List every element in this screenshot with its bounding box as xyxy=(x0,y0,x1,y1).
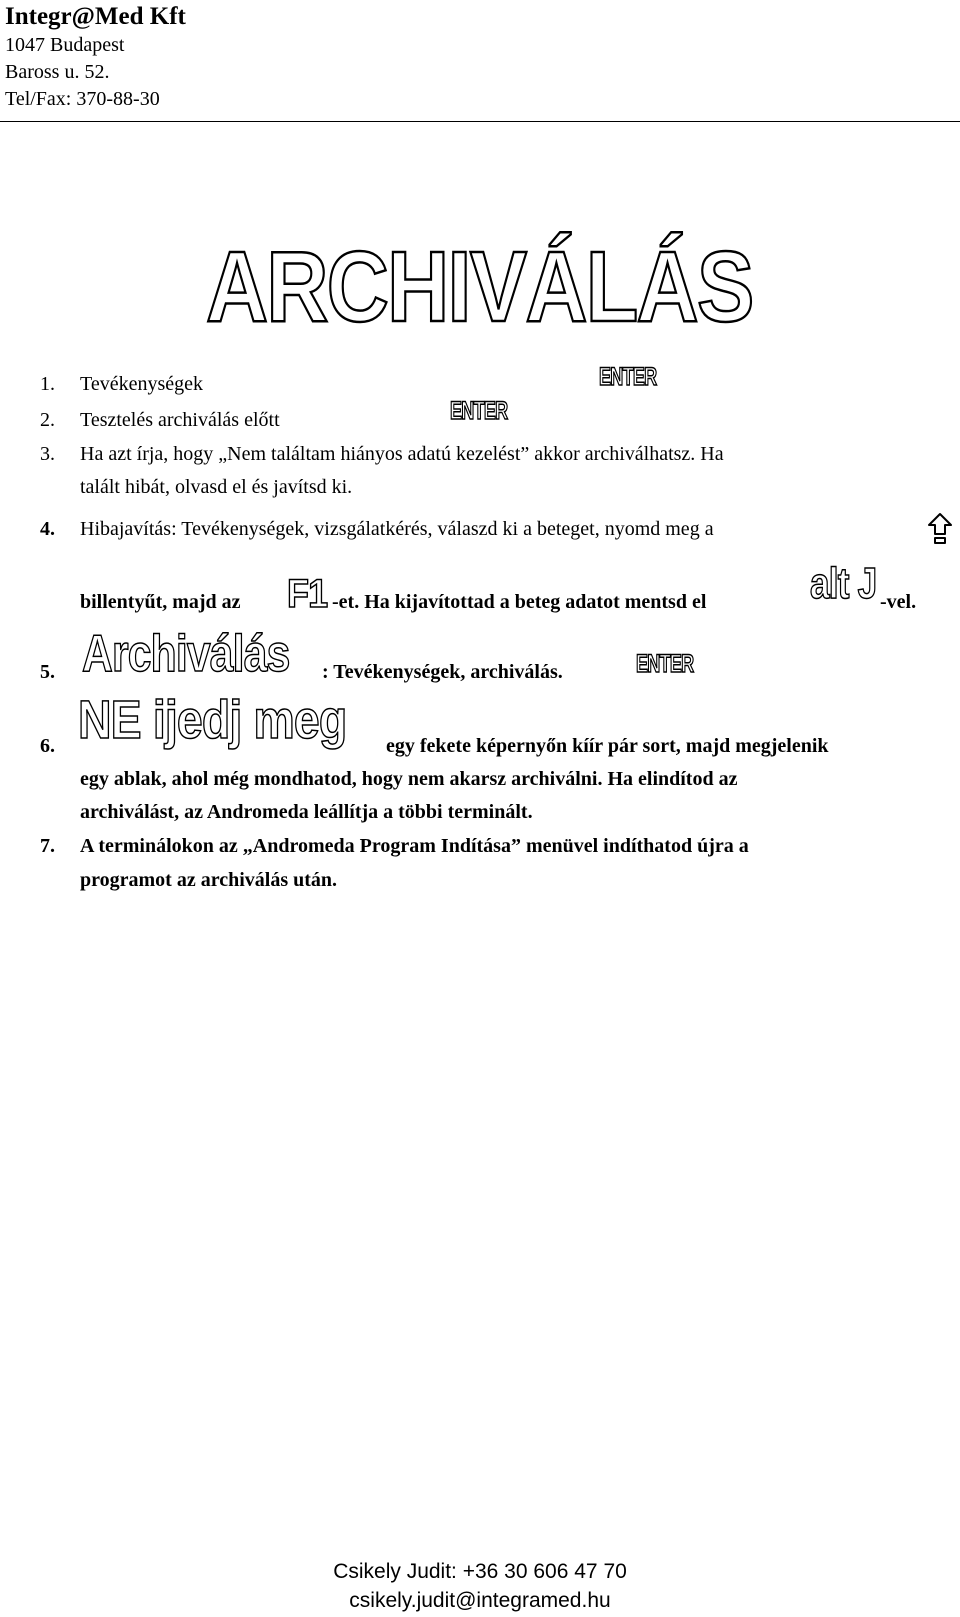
step-4-number: 4. xyxy=(40,518,55,540)
step-3-line-1: Ha azt írja, hogy „Nem találtam hiányos adatú kezelést” akkor archiválhatsz. Ha xyxy=(80,443,724,465)
step-7-line-2: programot az archiválás után. xyxy=(80,869,338,891)
ne-ijedj-meg-label: NE ijedj meg xyxy=(78,690,347,750)
letterhead xyxy=(5,2,186,113)
header-divider xyxy=(0,121,960,122)
address-street: Baross u. 52. xyxy=(5,61,110,83)
step-2-text: Tesztelés archiválás előtt xyxy=(80,409,280,431)
enter-key-icon: ENTER xyxy=(450,397,508,425)
step-7-number: 7. xyxy=(40,835,55,857)
step-2-number: 2. xyxy=(40,409,55,431)
step-1-text: Tevékenységek xyxy=(80,373,203,395)
step-4-line-1: Hibajavítás: Tevékenységek, vizsgálatkérés, válaszd ki a beteget, nyomd meg a xyxy=(80,518,714,540)
footer-contact-name: Csikely Judit: +36 30 606 47 70 xyxy=(333,1560,627,1583)
step-6-line-1: egy fekete képernyőn kíír pár sort, majd megjelenik xyxy=(386,735,829,757)
step-5-number: 5. xyxy=(40,661,55,683)
page-title: ARCHIVÁLÁS xyxy=(206,231,753,343)
step-6-line-3: archiválást, az Andromeda leállítja a többi terminált. xyxy=(80,801,533,823)
enter-key-icon: ENTER xyxy=(599,363,657,391)
step-7-line-1: A terminálokon az „Andromeda Program Indítása” menüvel indíthatod újra a xyxy=(80,835,749,857)
archivalas-menu-label: Archiválás xyxy=(82,625,290,683)
footer-contact-email: csikely.judit@integramed.hu xyxy=(349,1589,611,1612)
step-5-text: : Tevékenységek, archiválás. xyxy=(322,661,563,683)
step-6-number: 6. xyxy=(40,735,55,757)
step-4-line-2c: -vel. xyxy=(880,591,917,613)
step-4-line-2b: -et. Ha kijavítottad a beteg adatot mentsd el xyxy=(332,591,707,613)
address-city: 1047 Budapest xyxy=(5,34,125,56)
step-1-number: 1. xyxy=(40,373,55,395)
phone-fax: Tel/Fax: 370-88-30 xyxy=(5,88,160,110)
up-arrow-key-icon xyxy=(927,512,953,546)
step-6-line-2: egy ablak, ahol még mondhatod, hogy nem akarsz archiválni. Ha elindítod az xyxy=(80,768,738,790)
step-4-line-2a: billentyűt, majd az xyxy=(80,591,241,613)
alt-j-key-icon: alt J xyxy=(810,559,877,608)
enter-key-icon: ENTER xyxy=(636,650,694,678)
step-3-line-2: talált hibát, olvasd el és javítsd ki. xyxy=(80,476,353,498)
company-name: Integr@Med Kft xyxy=(5,3,186,30)
f1-key-icon: F1 xyxy=(287,572,328,616)
step-3-number: 3. xyxy=(40,443,55,465)
